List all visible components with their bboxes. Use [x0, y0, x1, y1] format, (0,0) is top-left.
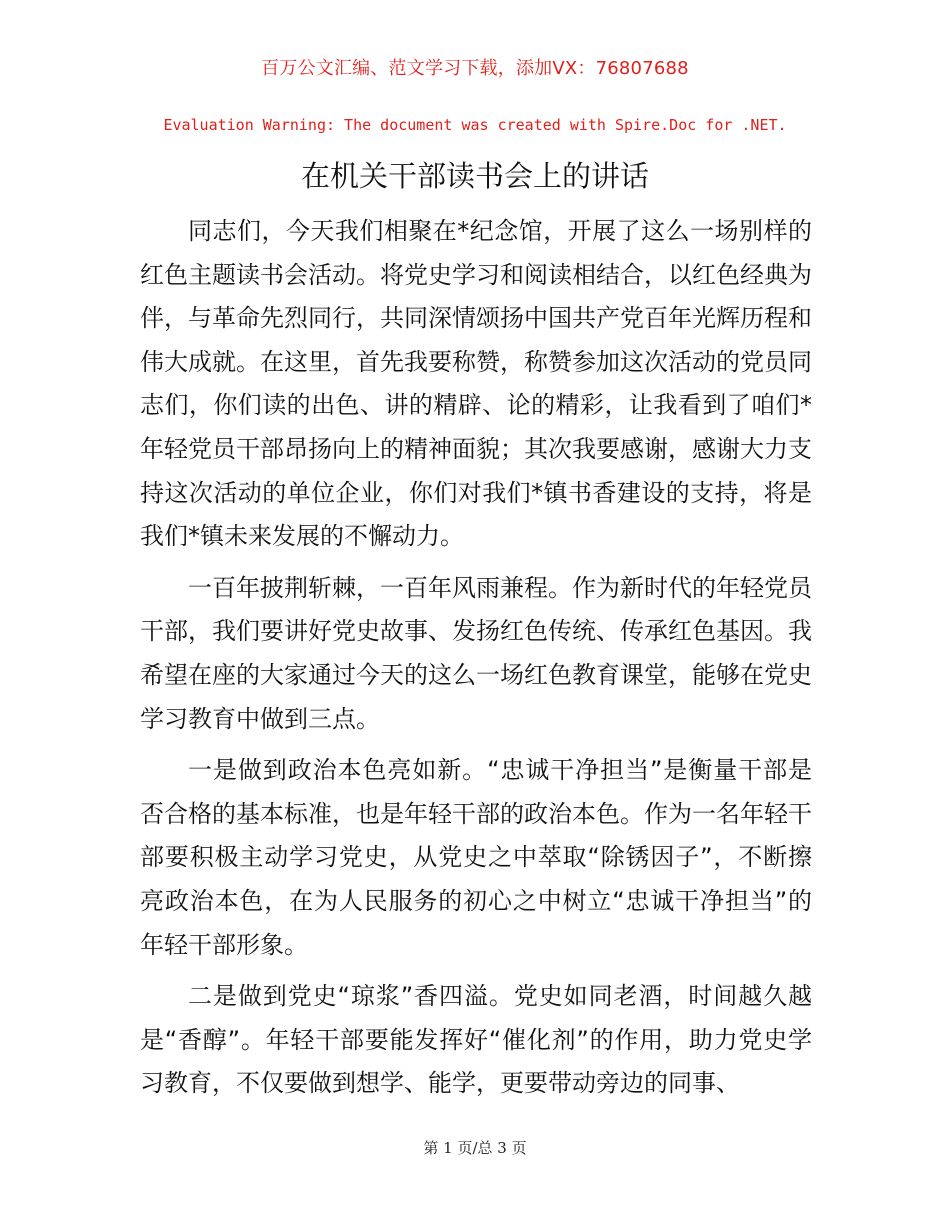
- document-title: 在机关干部读书会上的讲话: [300, 159, 649, 193]
- paragraph: 二是做到党史“琼浆”香四溢。党史如同老酒，时间越久越是“香醇”。年轻干部要能发挥好“催化剂”的作用，助力党史学习教育，不仅要做到想学、能学，更要带动旁边的同事、: [140, 982, 812, 1098]
- paragraph: 一百年披荆斩棘，一百年风雨兼程。作为新时代的年轻党员干部，我们要讲好党史故事、发扬红色传统、传承红色基因。我希望在座的大家通过今天的这么一场红色教育课堂，能够在党史学习教育中做到三点。: [140, 573, 812, 733]
- document-body: [140, 210, 812, 1114]
- promo-banner: 百万公文汇编、范文学习下载，添加VX：76807688: [261, 58, 689, 79]
- paragraph: 同志们，今天我们相聚在*纪念馆，开展了这么一场别样的红色主题读书会活动。将党史学习和阅读相结合，以红色经典为伴，与革命先烈同行，共同深情颂扬中国共产党百年光辉历程和伟大成就。在这里，首先我要称赞，称赞参加这次活动的党员同志们，你们读的出色、讲的精辟、论的精彩，让我看到了咱们*年轻党员干部昂扬向上的精神面貌；其次我要感谢，感谢大力支持这次活动的单位企业，你们对我们*镇书香建设的支持，将是我们*镇未来发展的不懈动力。: [140, 217, 812, 551]
- paragraph: 一是做到政治本色亮如新。“忠诚干净担当”是衡量干部是否合格的基本标准，也是年轻干部的政治本色。作为一名年轻干部要积极主动学习党史，从党史之中萃取“除锈因子”，不断擦亮政治本色，在为人民服务的初心之中树立“忠诚干净担当”的年轻干部形象。: [140, 756, 812, 959]
- evaluation-warning: Evaluation Warning: The document was created with Spire.Doc for .NET.: [163, 116, 787, 134]
- page-number-footer: 第 1 页/总 3 页: [423, 1139, 527, 1157]
